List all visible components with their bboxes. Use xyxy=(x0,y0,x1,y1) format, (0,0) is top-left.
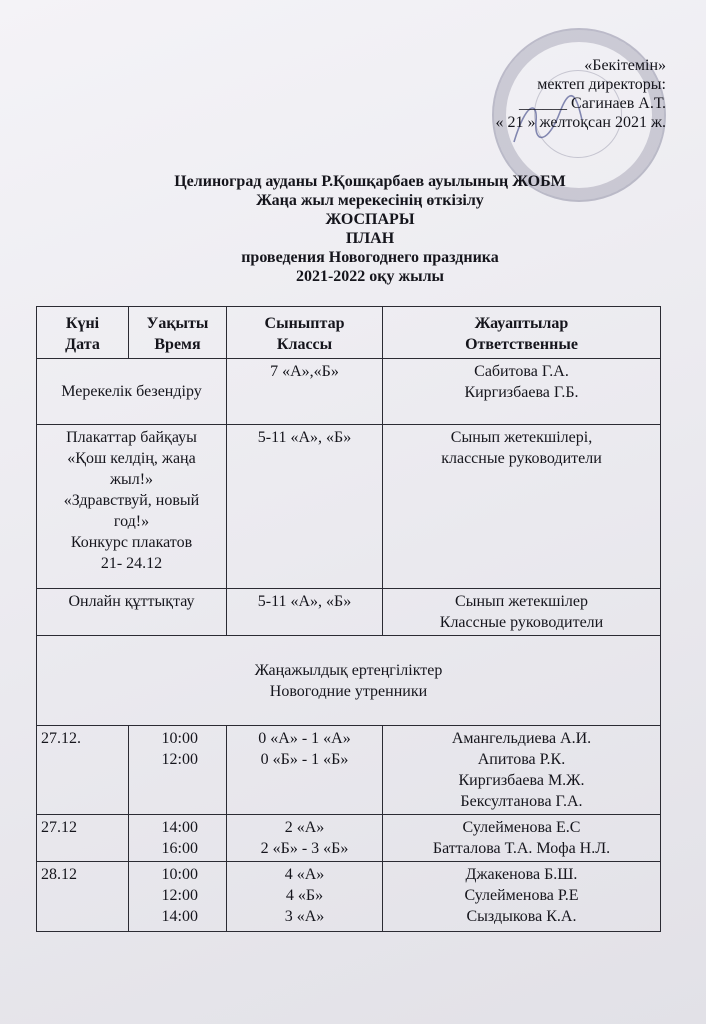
approval-block xyxy=(496,56,667,132)
classes-cell: 0 «А» - 1 «А» 0 «Б» - 1 «Б» xyxy=(227,726,383,815)
date-cell: 27.12. xyxy=(37,726,129,815)
responsible-cell: Сынып жетекшілер Классные руководители xyxy=(383,589,661,636)
title-line: 2021-2022 оқу жылы xyxy=(295,268,445,285)
table-header-row xyxy=(37,307,661,359)
approval-line: мектеп директоры: xyxy=(537,76,666,93)
title-line: ЖОСПАРЫ xyxy=(325,211,415,228)
responsible-cell: Сабитова Г.А. Киргизбаева Г.Б. xyxy=(383,359,661,425)
responsible-cell: Сынып жетекшілері, классные руководители xyxy=(383,425,661,589)
header-date: Күні Дата xyxy=(37,307,129,359)
approval-line: « 21 » желтоқсан 2021 ж. xyxy=(495,114,666,131)
header-time: Уақыты Время xyxy=(129,307,227,359)
classes-cell: 4 «А» 4 «Б» 3 «А» xyxy=(227,862,383,932)
header-classes: Сыныптар Классы xyxy=(227,307,383,359)
time-cell: 10:00 12:00 14:00 xyxy=(129,862,227,932)
event-cell: Мерекелік безендіру xyxy=(37,359,227,425)
classes-cell: 2 «А» 2 «Б» - 3 «Б» xyxy=(227,815,383,862)
section-row xyxy=(37,636,661,726)
event-cell: Онлайн құттықтау xyxy=(37,589,227,636)
classes-cell: 5-11 «А», «Б» xyxy=(227,589,383,636)
date-cell: 28.12 xyxy=(37,862,129,932)
classes-cell: 7 «А»,«Б» xyxy=(227,359,383,425)
title-line: проведения Новогоднего праздника xyxy=(241,249,499,266)
table-row xyxy=(37,359,661,425)
title-line: ПЛАН xyxy=(345,230,395,247)
schedule-row xyxy=(37,815,661,862)
table-row xyxy=(37,425,661,589)
table-row xyxy=(37,589,661,636)
classes-cell: 5-11 «А», «Б» xyxy=(227,425,383,589)
time-cell: 10:00 12:00 xyxy=(129,726,227,815)
title-line: Жаңа жыл мерекесінің өткізілу xyxy=(256,192,484,209)
event-cell: Плакаттар байқауы «Қош келдің, жаңа жыл!» «Здравствуй, новый год!» Конкурс плакатов 21- 24.12 xyxy=(37,425,227,589)
time-cell: 14:00 16:00 xyxy=(129,815,227,862)
approval-line: «Бекітемін» xyxy=(584,57,666,74)
responsible-cell: Сулейменова Е.С Батталова Т.А. Мофа Н.Л. xyxy=(383,815,661,862)
approval-line: ______ Сагинаев А.Т. xyxy=(519,95,666,112)
schedule-row xyxy=(37,726,661,815)
plan-table xyxy=(36,306,661,932)
schedule-row xyxy=(37,862,661,932)
date-cell: 27.12 xyxy=(37,815,129,862)
document-title xyxy=(100,172,640,286)
section-heading: Жаңажылдық ертеңгіліктер Новогодние утренники xyxy=(37,636,661,726)
responsible-cell: Амангельдиева А.И. Апитова Р.К. Киргизбаева М.Ж. Бексултанова Г.А. xyxy=(383,726,661,815)
title-line: Целиноград ауданы Р.Қошқарбаев ауылының ЖОБМ xyxy=(174,173,566,190)
responsible-cell: Джакенова Б.Ш. Сулейменова Р.Е Сыздыкова К.А. xyxy=(383,862,661,932)
header-responsible: Жауаптылар Ответственные xyxy=(383,307,661,359)
